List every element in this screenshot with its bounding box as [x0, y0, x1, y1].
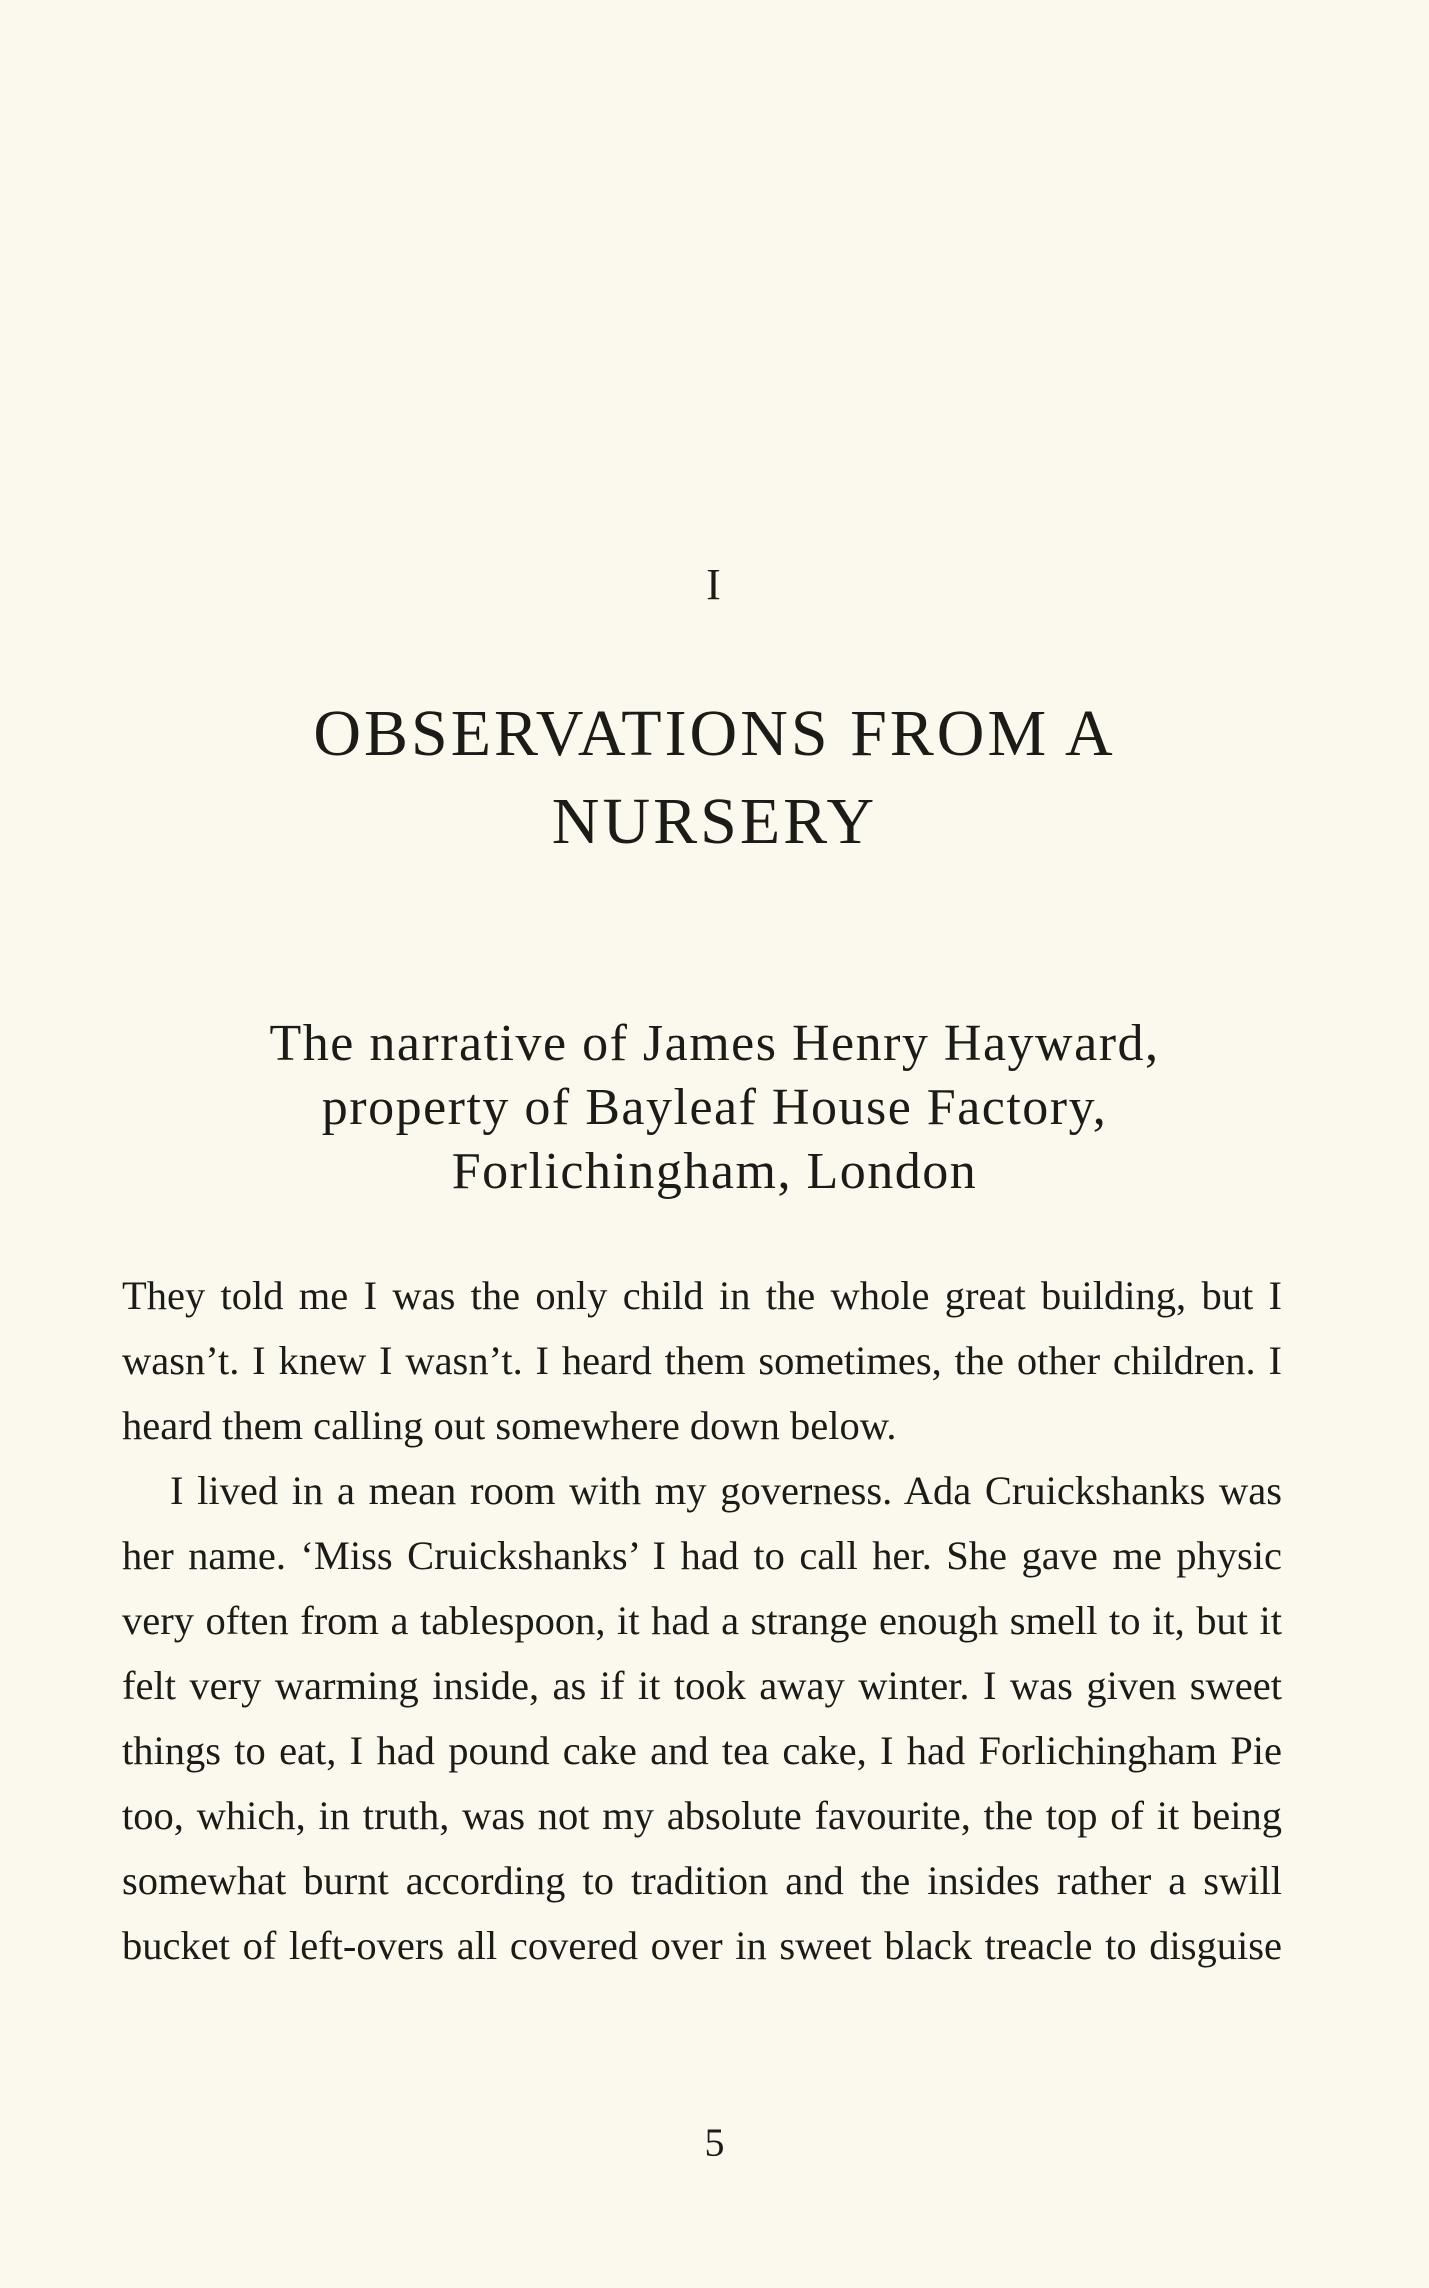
subtitle-line-3: Forlichingham, London — [451, 1143, 978, 1200]
chapter-title-line-2: NURSERY — [551, 785, 878, 858]
paragraph-1: They told me I was the only child in the whole great building, but I wasn’t. I knew I wasn’t. I heard them sometimes, the other children. I heard them calling out somewhere down below. — [122, 1273, 1282, 1448]
chapter-title — [0, 690, 1429, 866]
page-number: 5 — [704, 2120, 725, 2165]
chapter-number: I — [706, 560, 723, 609]
chapter-subtitle — [0, 1012, 1429, 1204]
paragraph-2: I lived in a mean room with my governess. Ada Cruickshanks was her name. ‘Miss Cruickshanks’ I had to call her. She gave me physic very often from a tablespoon, it had a strange enough smell to it, but it felt very warming inside, as if it took away winter. I was given sweet things to eat, I had pound cake and tea cake, I had Forlichingham Pie too, which, in truth, was not my absolute favourite, the top of it being somewhat burnt according to tradition and the insides rather a swill bucket of left-overs all covered over in sweet black treacle to disguise — [122, 1468, 1282, 1968]
body-text — [122, 1263, 1282, 1978]
subtitle-line-1: The narrative of James Henry Hayward, — [269, 1015, 1160, 1072]
chapter-title-line-1: OBSERVATIONS FROM A — [313, 697, 1116, 770]
subtitle-line-2: property of Bayleaf House Factory, — [321, 1079, 1108, 1136]
